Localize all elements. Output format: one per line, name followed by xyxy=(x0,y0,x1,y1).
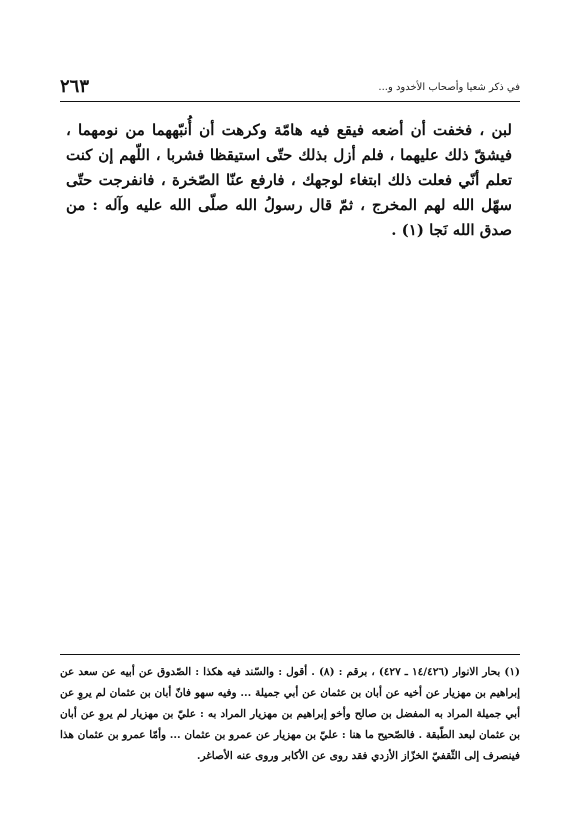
header-rule xyxy=(60,101,520,102)
main-text xyxy=(66,118,512,243)
footnote-text: (١) بحار الانوار (١٤/٤٢٦ ـ ٤٢٧) ، برقم : (٨) . أقول : والسّند فيه هكذا : الصّدوق عن أبيه عن سعد عن إبراهيم بن مهزيار عن أخيه عن أبان بن عثمان عن أبي جميلة ... وفيه سهو فانّ أبان بن عثمان لم يروِ عن أبي جميلة المراد به المفضل بن صالح وأخو إبراهيم بن مهزيار المراد به : عليّ بن مهزيار لم يروِ عن أبان بن عثمان لبعد الطّبقة . فالصّحيح ما هنا : عليّ بن مهزيار عن عمرو بن عثمان ... وأمّا عمرو بن عثمان هذا فينصرف إلى الثّقفيّ الخزّاز الأزدي فقد روى عن الأكابر وروى عنه الأصاغر. xyxy=(60,666,520,762)
main-paragraph: لبن ، فخفت أن أضعه فيقع فيه هامّة وكرهت أن أُنبّههما من نومهما ، فيشقّ ذلك عليهما ، فلم أزل بذلك حتّى استيقظا فشربا ، اللّهم إن كنت تعلم أنّي فعلت ذلك ابتغاء لوجهك ، فارفع عنّا الصّخرة ، فانفرجت حتّى سهّل الله لهم المخرج ، ثمّ قال رسولُ الله صلّى الله عليه وآله : من صدق الله نَجا (١) . xyxy=(66,121,512,239)
running-header xyxy=(60,76,520,98)
footnote xyxy=(60,662,520,767)
footnote-rule xyxy=(60,654,520,655)
header-title: في ذكر شعيا وأصحاب الأخدود و... xyxy=(378,82,520,93)
page-number: ٢٦٣ xyxy=(60,76,90,97)
